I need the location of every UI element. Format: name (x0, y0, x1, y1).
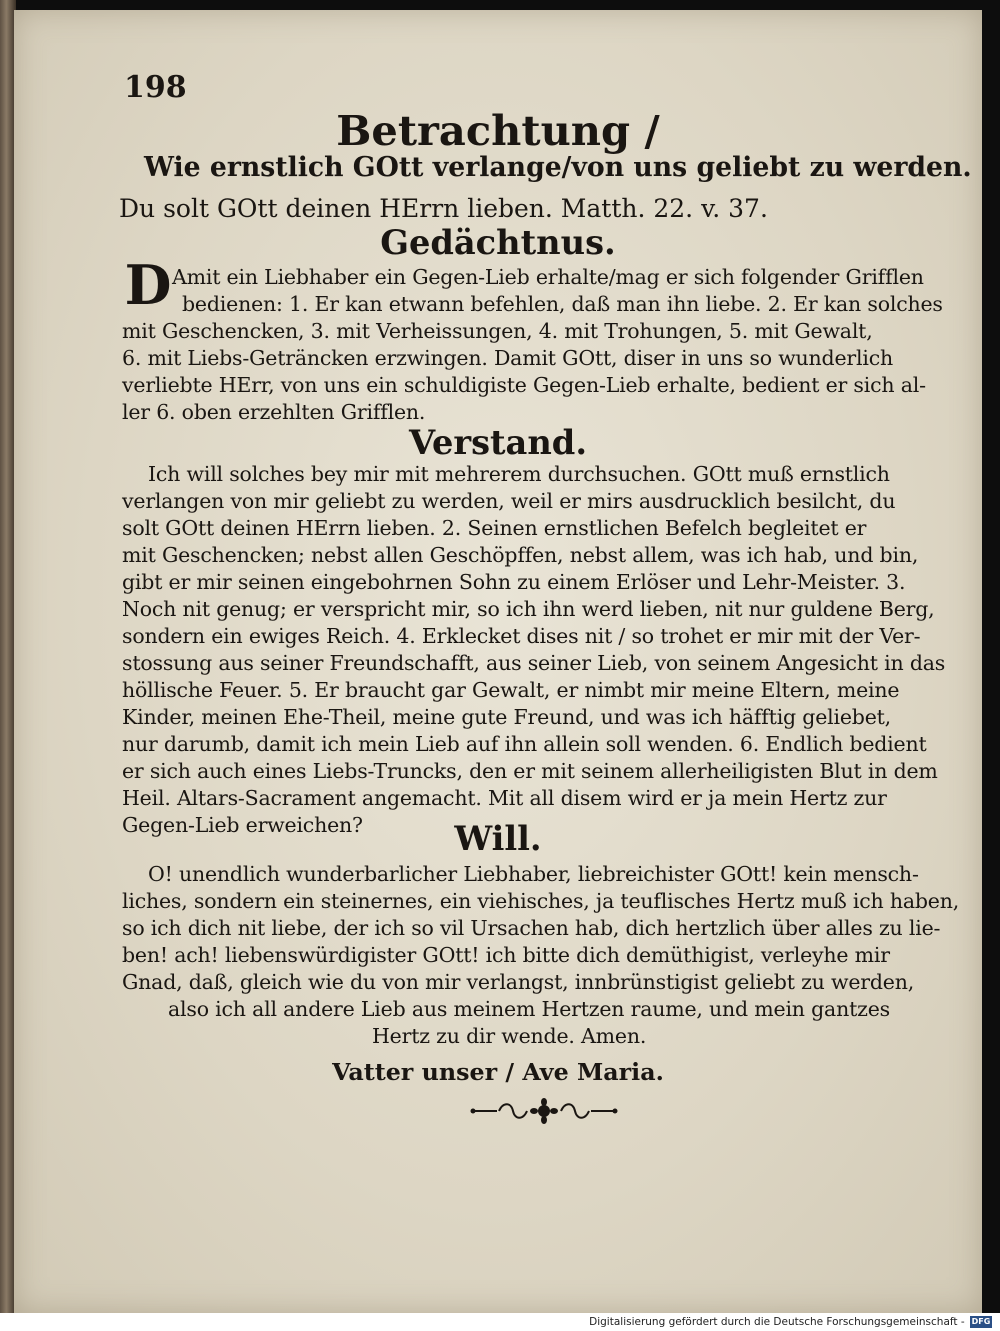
text-line: verlangen von mir geliebt zu werden, weil er mirs ausdrucklich besilcht, du (122, 489, 896, 513)
text-line: so ich dich nit liebe, der ich so vil Ursachen hab, dich hertzlich über alles zu lie- (122, 916, 941, 940)
drop-cap: D (124, 253, 172, 317)
dfg-logo: DFG (971, 1317, 991, 1326)
text-line: höllische Feuer. 5. Er braucht gar Gewalt, er nimbt mir meine Eltern, meine (122, 678, 900, 702)
text-line: Kinder, meinen Ehe-Theil, meine gute Freund, und was ich häfftig geliebet, (122, 705, 891, 729)
text-line: nur darumb, damit ich mein Lieb auf ihn allein soll wenden. 6. Endlich bedient (122, 732, 927, 756)
text-line: Hertz zu dir wende. Amen. (372, 1024, 647, 1048)
bible-verse: Du solt GOtt deinen HErrn lieben. Matth. 22. v. 37. (119, 194, 768, 223)
text-line: Ich will solches bey mir mit mehrerem durchsuchen. GOtt muß ernstlich (148, 462, 890, 486)
text-line: stossung aus seiner Freundschafft, aus seiner Lieb, von seinem Angesicht in das (122, 651, 946, 675)
text-line: 6. mit Liebs-Geträncken erzwingen. Damit GOtt, diser in uns so wunderlich (122, 346, 893, 370)
heading-will: Will. (454, 818, 542, 858)
text-line: ben! ach! liebenswürdigister GOtt! ich bitte dich demüthigist, verleyhe mir (122, 943, 890, 967)
closing-prayer: Vatter unser / Ave Maria. (332, 1058, 664, 1086)
heading-verstand: Verstand. (408, 422, 588, 462)
text-line: ler 6. oben erzehlten Grifflen. (122, 400, 426, 424)
text-line: liches, sondern ein steinernes, ein viehisches, ja teuflisches Hertz muß ich haben, (122, 889, 960, 913)
text-line: er sich auch eines Liebs-Truncks, den er mit seinem allerheiligisten Blut in dem (122, 759, 938, 783)
heading-gedaechtnus: Gedächtnus. (380, 222, 616, 262)
credit-text: Digitalisierung gefördert durch die Deutsche Forschungsgemeinschaft - (589, 1316, 965, 1328)
page-number: 198 (124, 70, 187, 105)
text-line: also ich all andere Lieb aus meinem Hertzen raume, und mein gantzes (168, 997, 890, 1021)
digitization-credit (589, 1313, 992, 1331)
text-line: mit Geschencken; nebst allen Geschöpffen, nebst allem, was ich hab, und bin, (122, 543, 919, 567)
page-sheet (14, 10, 982, 1313)
text-line: Gegen-Lieb erweichen? (122, 813, 363, 837)
text-line: mit Geschencken, 3. mit Verheissungen, 4. mit Trohungen, 5. mit Gewalt, (122, 319, 873, 343)
text-line: Amit ein Liebhaber ein Gegen-Lieb erhalte/mag er sich folgender Grifflen (172, 265, 924, 289)
text-line: bedienen: 1. Er kan etwann befehlen, daß man ihn liebe. 2. Er kan solches (182, 292, 943, 316)
text-line: Gnad, daß, gleich wie du von mir verlangst, innbrünstigist geliebt zu werden, (122, 970, 915, 994)
text-line: solt GOtt deinen HErrn lieben. 2. Seinen ernstlichen Befelch begleitet er (122, 516, 867, 540)
text-line: gibt er mir seinen eingebohrnen Sohn zu einem Erlöser und Lehr-Meister. 3. (122, 570, 906, 594)
text-line: verliebte HErr, von uns ein schuldigiste Gegen-Lieb erhalte, bedient er sich al- (122, 373, 926, 397)
page-subtitle: Wie ernstlich GOtt verlange/von uns geliebt zu werden. (144, 152, 972, 183)
text-line: sondern ein ewiges Reich. 4. Erklecket dises nit / so trohet er mir mit der Ver- (122, 624, 921, 648)
page-title: Betrachtung / (336, 106, 660, 155)
text-line: Heil. Altars-Sacrament angemacht. Mit all disem wird er ja mein Hertz zur (122, 786, 887, 810)
text-line: O! unendlich wunderbarlicher Liebhaber, liebreichister GOtt! kein mensch- (148, 862, 919, 886)
ornament-icon (469, 1098, 619, 1124)
text-line: Noch nit genug; er verspricht mir, so ich ihn werd lieben, nit nur guldene Berg, (122, 597, 935, 621)
